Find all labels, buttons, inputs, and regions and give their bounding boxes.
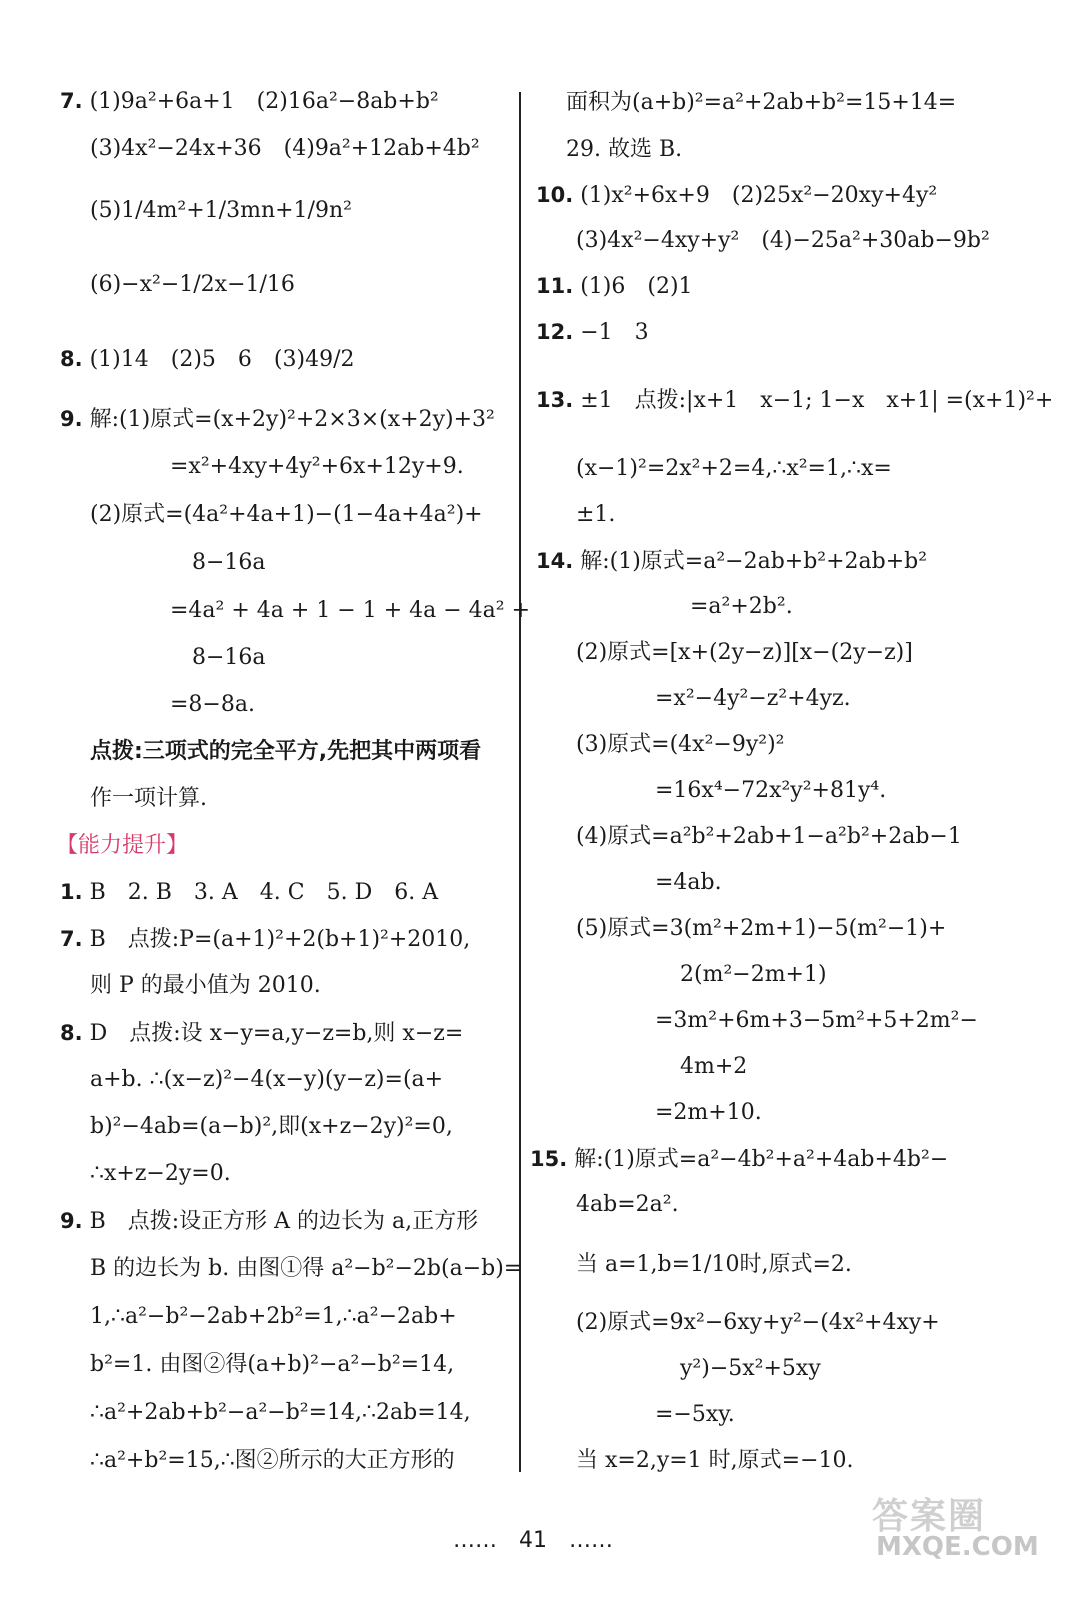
item-9-line3: (2)原式=(4a²+4a+1)−(1−4a+4a²)+: [90, 502, 483, 527]
item-9b-line4: b²=1. 由图②得(a+b)²−a²−b²=14,: [90, 1352, 455, 1377]
item-14-line12: 4m+2: [680, 1054, 748, 1079]
item-14: 14. 解:(1)原式=a²−2ab+b²+2ab+b²: [536, 549, 928, 574]
item-15-line6: =−5xy.: [655, 1402, 735, 1427]
item-9b-line5: ∴a²+2ab+b²−a²−b²=14,∴2ab=14,: [90, 1400, 471, 1425]
item-9-line4: 8−16a: [192, 550, 266, 575]
item-7-line2: (3)4x²−24x+36 (4)9a²+12ab+4b²: [90, 136, 480, 161]
item-14-line3: (2)原式=[x+(2y−z)][x−(2y−z)]: [576, 640, 913, 665]
item-7-line4: (6)−x²−1/2x−1/16: [90, 272, 295, 297]
item-9b-cont-line2: 29. 故选 B.: [566, 137, 683, 162]
item-8b: 8. D 点拨:设 x−y=a,y−z=b,则 x−z=: [60, 1021, 464, 1046]
item-9b-line3: 1,∴a²−b²−2ab+2b²=1,∴a²−2ab+: [90, 1304, 457, 1329]
item-8b-line4: ∴x+z−2y=0.: [90, 1161, 231, 1186]
watermark-logo: 答案圈: [872, 1496, 987, 1537]
item-14-line9: (5)原式=3(m²+2m+1)−5(m²−1)+: [576, 916, 947, 941]
item-14-line10: 2(m²−2m+1): [680, 962, 827, 987]
hint-text-line2: 作一项计算.: [90, 786, 207, 811]
item-15-line2: 4ab=2a².: [576, 1192, 679, 1217]
item-9-line2: =x²+4xy+4y²+6x+12y+9.: [170, 454, 464, 479]
item-9: 9. 解:(1)原式=(x+2y)²+2×3×(x+2y)+3²: [60, 407, 495, 432]
item-9b: 9. B 点拨:设正方形 A 的边长为 a,正方形: [60, 1209, 479, 1234]
section-header: 【能力提升】: [56, 833, 189, 858]
item-15: 15. 解:(1)原式=a²−4b²+a²+4ab+4b²−: [530, 1147, 949, 1172]
item-9b-line2: B 的边长为 b. 由图①得 a²−b²−2b(a−b)=: [90, 1256, 523, 1281]
item-1-6: 1. B 2. B 3. A 4. C 5. D 6. A: [60, 880, 439, 905]
item-15-line5: y²)−5x²+5xy: [680, 1356, 821, 1381]
hint-text: 点拨:三项式的完全平方,先把其中两项看: [90, 739, 482, 764]
item-14-line2: =a²+2b².: [690, 594, 793, 619]
item-9-line7: =8−8a.: [170, 692, 255, 717]
item-9-line6: 8−16a: [192, 645, 266, 670]
item-14-line4: =x²−4y²−z²+4yz.: [655, 686, 851, 711]
page-number: …… 41 ……: [453, 1528, 613, 1553]
item-14-line6: =16x⁴−72x²y²+81y⁴.: [655, 778, 887, 803]
item-14-line11: =3m²+6m+3−5m²+5+2m²−: [655, 1008, 978, 1033]
item-8b-line2: a+b. ∴(x−z)²−4(x−y)(y−z)=(a+: [90, 1067, 444, 1092]
item-7: 7. (1)9a²+6a+1 (2)16a²−8ab+b²: [60, 89, 439, 114]
item-11: 11. (1)6 (2)1: [536, 274, 693, 299]
item-10-line2: (3)4x²−4xy+y² (4)−25a²+30ab−9b²: [576, 228, 990, 253]
item-14-line8: =4ab.: [655, 870, 722, 895]
item-14-line13: =2m+10.: [655, 1100, 762, 1125]
item-14-line7: (4)原式=a²b²+2ab+1−a²b²+2ab−1: [576, 824, 962, 849]
item-7b-line2: 则 P 的最小值为 2010.: [90, 973, 321, 998]
item-14-line5: (3)原式=(4x²−9y²)²: [576, 732, 785, 757]
item-9b-cont: 面积为(a+b)²=a²+2ab+b²=15+14=: [566, 90, 957, 115]
item-15-line4: (2)原式=9x²−6xy+y²−(4x²+4xy+: [576, 1310, 940, 1335]
item-7-line3: (5)1/4m²+1/3mn+1/9n²: [90, 198, 352, 223]
item-13-line3: ±1.: [576, 502, 616, 527]
item-8b-line3: b)²−4ab=(a−b)²,即(x+z−2y)²=0,: [90, 1114, 453, 1139]
item-9-line5: =4a² + 4a + 1 − 1 + 4a − 4a² +: [170, 598, 531, 623]
item-12: 12. −1 3: [536, 320, 649, 345]
item-13-line2: (x−1)²=2x²+2=4,∴x²=1,∴x=: [576, 456, 892, 481]
item-10: 10. (1)x²+6x+9 (2)25x²−20xy+4y²: [536, 183, 938, 208]
item-8: 8. (1)14 (2)5 6 (3)49/2: [60, 347, 355, 372]
watermark-url: MXQE.COM: [876, 1532, 1039, 1562]
item-13: 13. ±1 点拨:|x+1 x−1; 1−x x+1| =(x+1)²+: [536, 388, 1054, 413]
item-9b-line6: ∴a²+b²=15,∴图②所示的大正方形的: [90, 1448, 455, 1473]
item-15-line3: 当 a=1,b=1/10时,原式=2.: [576, 1252, 852, 1277]
item-7b: 7. B 点拨:P=(a+1)²+2(b+1)²+2010,: [60, 927, 471, 952]
item-15-line7: 当 x=2,y=1 时,原式=−10.: [576, 1448, 854, 1473]
